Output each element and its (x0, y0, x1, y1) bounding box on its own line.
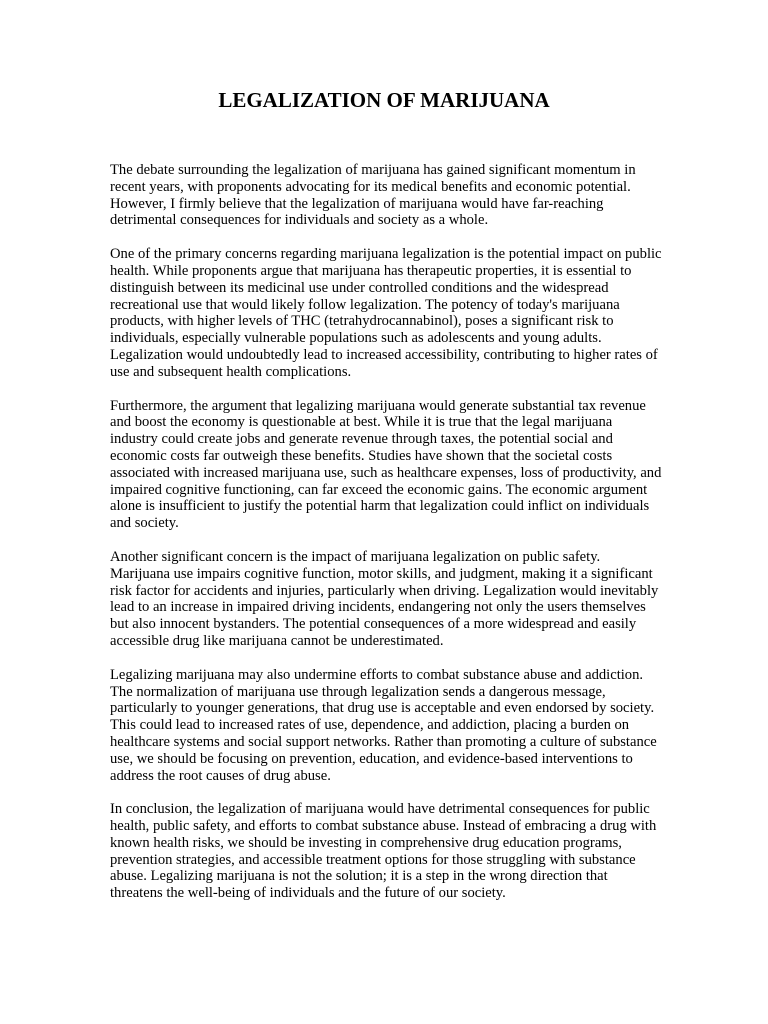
paragraph-conclusion: In conclusion, the legalization of marijuana would have detrimental consequences for public health, public safety, and efforts to combat substance abuse. Instead of embracing a drug with known health risks, we should be investing in comprehensive drug education programs, prevention strategies, and accessible treatment options for those struggling with substance abuse. Legalizing marijuana is not the solution; it is a step in the wrong direction that threatens the well-being of individuals and the future of our society. (110, 801, 657, 902)
paragraph-economy: Furthermore, the argument that legalizing marijuana would generate substantial tax revenue and boost the economy is questionable at best. While it is true that the legal marijuana industry could create jobs and generate revenue through taxes, the potential social and economic costs far outweigh these benefits. Studies have shown that the societal costs associated with increased marijuana use, such as healthcare expenses, loss of productivity, and impaired cognitive functioning, can far exceed the economic gains. The economic argument alone is insufficient to justify the potential harm that legalization could inflict on individuals and society. (110, 397, 662, 532)
paragraph-public-health: One of the primary concerns regarding marijuana legalization is the potential impact on public health. While proponents argue that marijuana has therapeutic properties, it is essential to distinguish between its medicinal use under controlled conditions and the widespread recreational use that would likely follow legalization. The potency of today's marijuana products, with higher levels of THC (tetrahydrocannabinol), poses a significant risk to individuals, especially vulnerable populations such as adolescents and young adults. Legalization would undoubtedly lead to increased accessibility, contributing to higher rates of use and subsequent health complications. (110, 246, 662, 380)
paragraph-public-safety: Another significant concern is the impact of marijuana legalization on public safety. Marijuana use impairs cognitive function, motor skills, and judgment, making it a significant risk factor for accidents and injuries, particularly when driving. Legalization would inevitably lead to an increase in impaired driving incidents, endangering not only the users themselves but also innocent bystanders. The potential consequences of a more widespread and easily accessible drug like marijuana cannot be underestimated. (110, 548, 659, 649)
paragraph-substance-abuse: Legalizing marijuana may also undermine efforts to combat substance abuse and addiction. The normalization of marijuana use through legalization sends a dangerous message, particularly to younger generations, that drug use is acceptable and even endorsed by society. This could lead to increased rates of use, dependence, and addiction, placing a burden on healthcare systems and social support networks. Rather than promoting a culture of substance use, we should be focusing on prevention, education, and evidence-based interventions to address the root causes of drug abuse. (110, 666, 657, 784)
paragraph-intro: The debate surrounding the legalization of marijuana has gained significant momentum in recent years, with proponents advocating for its medical benefits and economic potential. However, I firmly believe that the legalization of marijuana would have far-reaching detrimental consequences for individuals and society as a whole. (110, 162, 636, 229)
document-body (110, 162, 662, 919)
document-title: LEGALIZATION OF MARIJUANA (218, 88, 550, 112)
